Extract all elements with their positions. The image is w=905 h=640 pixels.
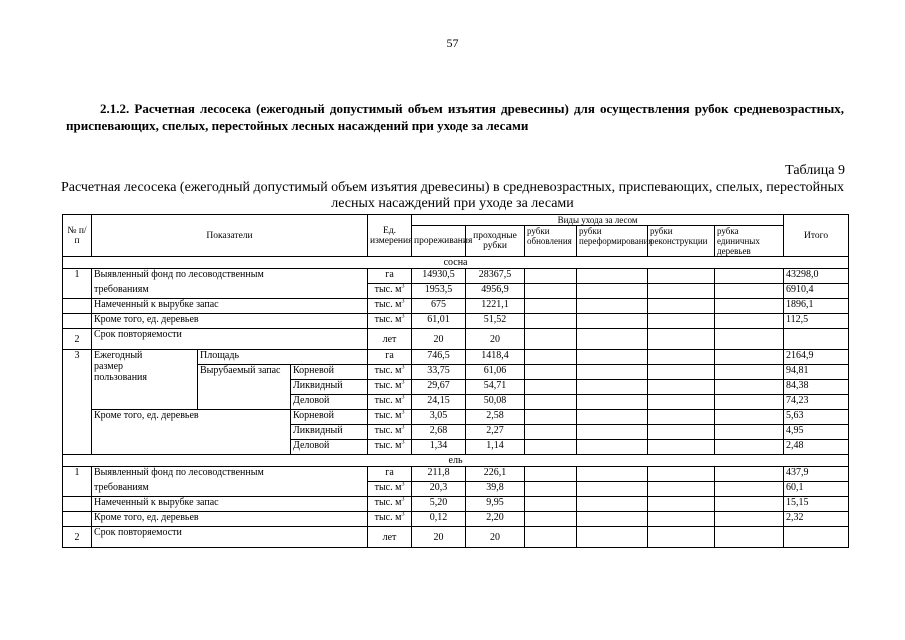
- value-thinning: 746,5: [412, 350, 466, 365]
- value-passing: 1418,4: [466, 350, 525, 365]
- row-label: Корневой: [291, 410, 368, 425]
- value-passing: 51,52: [466, 314, 525, 329]
- table-row: [63, 497, 849, 512]
- value-passing: 2,58: [466, 410, 525, 425]
- row-label: Кроме того, ед. деревьев: [92, 314, 368, 329]
- value-total: 1896,1: [784, 299, 849, 314]
- row-label: Деловой: [291, 440, 368, 455]
- allowable-cut-table: [62, 214, 849, 548]
- row-label: Кроме того, ед. деревьев: [92, 512, 368, 527]
- row-label: Деловой: [291, 395, 368, 410]
- row-label: Корневой: [291, 365, 368, 380]
- value-total: 15,15: [784, 497, 849, 512]
- row-unit: га: [368, 269, 412, 284]
- value-passing: 4956,9: [466, 284, 525, 299]
- row-unit: тыс. $м^3$: [368, 299, 412, 314]
- header-renewal: рубки обновления: [525, 226, 577, 257]
- row-number: 2: [63, 527, 92, 548]
- table-row: [63, 350, 849, 365]
- value-passing: 61,06: [466, 365, 525, 380]
- row-label: требованиям: [92, 284, 368, 299]
- value-total: 84,38: [784, 380, 849, 395]
- value-thinning: 20: [412, 329, 466, 350]
- besides-trees-label: Кроме того, ед. деревьев: [92, 410, 291, 455]
- row-unit: тыс. $м^3$: [368, 380, 412, 395]
- row-number: 1: [63, 467, 92, 497]
- row-label: Намеченный к вырубке запас: [92, 497, 368, 512]
- row-unit: га: [368, 350, 412, 365]
- table-row: [63, 512, 849, 527]
- value-thinning: 5,20: [412, 497, 466, 512]
- value-total: 112,5: [784, 314, 849, 329]
- value-thinning: 1953,5: [412, 284, 466, 299]
- table-row: [63, 299, 849, 314]
- value-thinning: 1,34: [412, 440, 466, 455]
- value-total: 2,48: [784, 440, 849, 455]
- value-thinning: 2,68: [412, 425, 466, 440]
- value-thinning: 211,8: [412, 467, 466, 482]
- value-total: 43298,0: [784, 269, 849, 284]
- header-single: рубка единичных деревьев: [715, 226, 784, 257]
- value-passing: 20: [466, 329, 525, 350]
- value-thinning: 61,01: [412, 314, 466, 329]
- row-unit: тыс. $м^3$: [368, 440, 412, 455]
- value-passing: 20: [466, 527, 525, 548]
- value-passing: 28367,5: [466, 269, 525, 284]
- table-label: Таблица 9: [785, 163, 845, 178]
- value-total: 437,9: [784, 467, 849, 482]
- section-row-pine: [63, 257, 849, 269]
- value-thinning: 24,15: [412, 395, 466, 410]
- row-unit: лет: [368, 329, 412, 350]
- row-unit: тыс. $м^3$: [368, 512, 412, 527]
- value-passing: 2,20: [466, 512, 525, 527]
- row-unit: лет: [368, 527, 412, 548]
- row-label: Ликвидный: [291, 380, 368, 395]
- value-thinning: 20: [412, 527, 466, 548]
- row-label: требованиям: [92, 482, 368, 497]
- section-heading: 2.1.2. Расчетная лесосека (ежегодный допустимый объем изъятия древесины) для осуществления рубок средневозрастных, приспевающих, спелых, перестойных лесных насаждений при уходе за лесами: [66, 101, 844, 133]
- header-unit: Ед. измерения: [368, 215, 412, 257]
- value-total: 94,81: [784, 365, 849, 380]
- row-unit: тыс. $м^3$: [368, 395, 412, 410]
- value-passing: 226,1: [466, 467, 525, 482]
- value-total: 4,95: [784, 425, 849, 440]
- row-label: Срок повторяемости: [92, 329, 368, 350]
- row-unit: га: [368, 467, 412, 482]
- table-caption: Расчетная лесосека (ежегодный допустимый объем изъятия древесины) в средневозрастных, приспевающих, спелых, перестойных лесных насаждений при уходе за лесами: [60, 180, 845, 211]
- row-unit: тыс. $м^3$: [368, 284, 412, 299]
- value-total: 5,63: [784, 410, 849, 425]
- section-title: сосна: [63, 257, 849, 269]
- header-passing: проходные рубки: [466, 226, 525, 257]
- value-thinning: 675: [412, 299, 466, 314]
- row-number: 1: [63, 269, 92, 299]
- table-row: [63, 467, 849, 482]
- row-unit: тыс. $м^3$: [368, 410, 412, 425]
- value-passing: 1,14: [466, 440, 525, 455]
- value-thinning: 14930,5: [412, 269, 466, 284]
- cut-stock-label: Вырубаемый запас: [198, 365, 291, 410]
- value-passing: 9,95: [466, 497, 525, 512]
- value-thinning: 33,75: [412, 365, 466, 380]
- value-thinning: 3,05: [412, 410, 466, 425]
- value-total: 60,1: [784, 482, 849, 497]
- value-thinning: 20,3: [412, 482, 466, 497]
- row-unit: тыс. $м^3$: [368, 425, 412, 440]
- value-total: 6910,4: [784, 284, 849, 299]
- table-row: [63, 314, 849, 329]
- section-row-spruce: [63, 455, 849, 467]
- table-row: [63, 284, 849, 299]
- row-number: 3: [63, 350, 92, 455]
- header-reconstruct: рубки реконструкции: [648, 226, 715, 257]
- value-thinning: 29,67: [412, 380, 466, 395]
- row-label: Ликвидный: [291, 425, 368, 440]
- value-thinning: 0,12: [412, 512, 466, 527]
- table-row: [63, 410, 849, 425]
- table-header-row: [63, 215, 849, 226]
- row-unit: тыс. $м^3$: [368, 365, 412, 380]
- header-thinning: прореживания: [412, 226, 466, 257]
- table-row: [63, 269, 849, 284]
- value-total: 2,32: [784, 512, 849, 527]
- row-unit: тыс. $м^3$: [368, 482, 412, 497]
- row-label: Срок повторяемости: [92, 527, 368, 548]
- row-label: Выявленный фонд по лесоводственным: [92, 467, 368, 482]
- value-total: 74,23: [784, 395, 849, 410]
- section-title: ель: [63, 455, 849, 467]
- header-num: № п/п: [63, 215, 92, 257]
- value-passing: 1221,1: [466, 299, 525, 314]
- header-reform: рубки переформирования: [577, 226, 648, 257]
- row-unit: тыс. $м^3$: [368, 497, 412, 512]
- header-indicators: Показатели: [92, 215, 368, 257]
- value-passing: 50,08: [466, 395, 525, 410]
- value-passing: 54,71: [466, 380, 525, 395]
- row-label: Выявленный фонд по лесоводственным: [92, 269, 368, 284]
- annual-use-label: Ежегодный размер пользования: [92, 350, 198, 410]
- table-row: [63, 527, 849, 548]
- row-label: Намеченный к вырубке запас: [92, 299, 368, 314]
- table-row: [63, 329, 849, 350]
- page-number: 57: [446, 36, 459, 50]
- row-number: 2: [63, 329, 92, 350]
- value-passing: 39,8: [466, 482, 525, 497]
- header-care-types: Виды ухода за лесом: [412, 215, 784, 226]
- header-total: Итого: [784, 215, 849, 257]
- value-total: 2164,9: [784, 350, 849, 365]
- row-label: Площадь: [198, 350, 368, 365]
- value-passing: 2,27: [466, 425, 525, 440]
- table-row: [63, 482, 849, 497]
- row-unit: тыс. $м^3$: [368, 314, 412, 329]
